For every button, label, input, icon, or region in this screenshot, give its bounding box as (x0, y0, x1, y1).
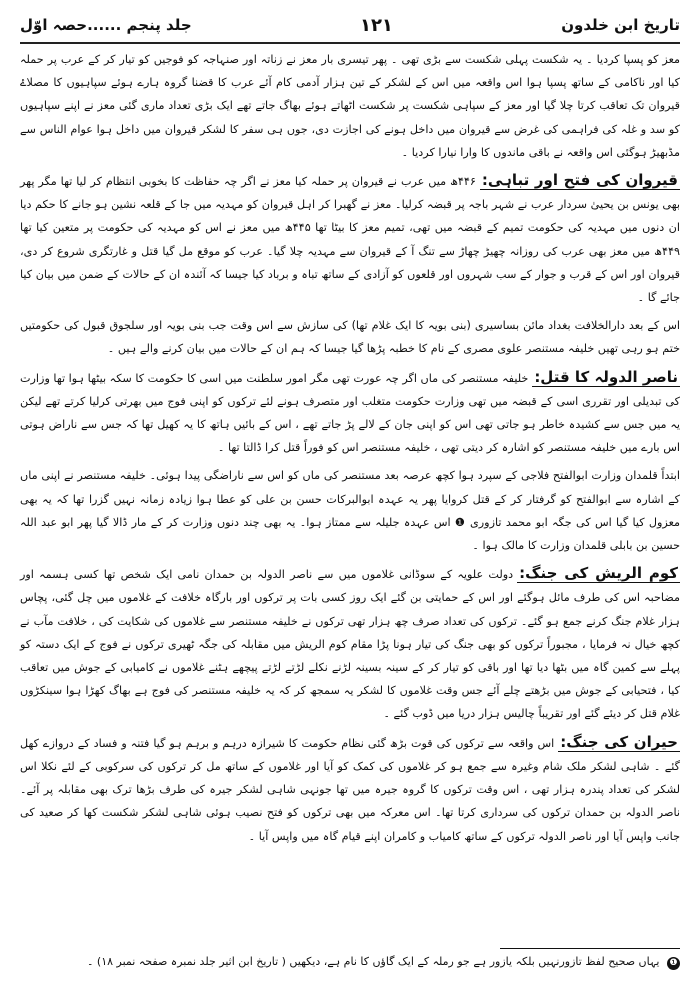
paragraph-text: معز کو پسپا کردیا ۔ یہ شکست پہلی شکست سے بڑی تھی ۔ پھر تیسری بار معز نے زناتہ اور صنہاجہ کو فوجیں کو تیار کر کے عرب پر حملہ کیا اور ناکامی کے ساتھ پسپا ہوا اس واقعہ میں اس کے لشکر کے تین ہزار آدمی کام آئے عرب کا قضنا گروہ ہارے ہوئے سپاہیوں کا مصلاۓ قیروان تک تعاقب کرتا چلا گیا اور معز کے سپاہی شکست پر شکست اٹھاتے ہوئے بھاگ جاتے تھے ایک بڑی تعداد ماری گئی معز نے اپنے سپاہیوں کو سد و غلہ کی فراہمی کی غرض سے قیروان میں داخل ہونے کی اجازت دی، جوں ہی سفر کا لشکر قیروان میں داخل ہوا عوام الناس سے مڈبھیڑ ہوگئی اس واقعہ نے باقی ماندوں کا وارا نیارا کردیا ۔ (20, 53, 680, 159)
footnote-divider (500, 948, 680, 949)
paragraph-text: ۴۴۶ھ میں عرب نے قیروان پر حملہ کیا معز نے اگر چہ حفاظت کا بخوبی انتظام کر لیا تھا مگر پھر بھی یونس بن یحییٰ سردار عرب نے شہر باجہ پر قبضہ کرلیا۔ معز نے گھبرا کر اہل قیروان کو مہدیہ میں جا کے قلعہ نشین ہو جانے کا حکم دیا ان دنوں میں مہدیہ کی حکومت تمیم کے قبضہ میں تھی، تمیم معز کا بیٹا تھا ۴۴۵ھ میں معز نے اس کو مہدیہ کی حکومت پر متعین کیا تھا ۴۴۹ھ میں معز بھی عرب کی روزانہ چھیڑ چھاڑ سے تنگ آ کے قیروان سے مہدیہ چلا گیا۔ عرب کو موقع مل گیا قتل و غارتگری شروع کر دی، قیروان اور اس کے قرب و جوار کے سب شہروں اور قلعوں کو آزادی کے ساتھ تباہ و برباد کیا جیسا کہ آئندہ ان کے حالات کے ضمن میں بیان کیا جائے گا ۔ (20, 175, 680, 305)
paragraph (20, 366, 680, 460)
paragraph (20, 562, 680, 725)
footnote (20, 955, 680, 970)
paragraph (20, 314, 680, 360)
paragraph-text: ابتداً قلمدان وزارت ابوالفتح فلاجی کے سپرد ہوا کچھ عرصہ بعد مستنصر کی ماں کو اس سے ناراضگی پیدا ہوئی۔ خلیفہ مستنصر نے اپنی ماں کے اشارہ سے ابوالفتح کو گرفتار کر کے قتل کروایا پھر یہ عہدہ ابوالبرکات حسن بن علی کو عطا ہوا زیادہ زمانہ نہیں گزرا تھا کہ یہ بھی معزول کیا گیا اس کی جگہ ابو محمد تازوری ❶ اس عہدہ جلیلہ سے ممتاز ہوا۔ یہ بھی چند دنوں وزارت کر کے مار ڈالا گیا پھر ابو عبد اللہ حسین بن بابلی قلمدان وزارت کا مالک ہوا ۔ (20, 469, 680, 553)
paragraph-text: خلیفہ مستنصر کی ماں اگر چہ عورت تھی مگر امور سلطنت میں اسی کا حکومت کا سکہ بیٹھا ہوا تھا وزارت کی تبدیلی اور تقرری اسی کے قبضہ میں تھی وزارت حکومت متغلب اور متصرف ہونے لئے ترکوں کو اپنی فوج میں بھرتی کرلیا کرتے تھے لیکن یہ میں جس سے کشیدہ خاطر ہو جاتی تھی اس کو اپنی جان کے لالے پڑ جاتے تھے ، اس کے بائیں ہاتھ کا یہ کھیل تھا کہ جس سے ناراض ہوتی اس بارے میں خلیفہ مستنصر کو اشارہ کر دیتی تھی ، خلیفہ مستنصر اس کو فوراً قتل کرا ڈالتا تھا ۔ (20, 371, 680, 455)
section-heading: کوم الریش کی جنگ: (519, 564, 678, 583)
paragraph-text: اس واقعہ سے ترکوں کی قوت بڑھ گئی نظام حکومت کا شیرازہ درہم و برہم ہو گیا فتنہ و فساد کے دروازے کھل گئے ۔ شاہی لشکر ملک شام وغیرہ سے جمع ہو کر غلاموں کی کمک کو آیا اور غلاموں کے ساتھ مل کر ترکوں کی سرکوبی کے لئے نکلا اس لشکر کی تعداد پندرہ ہزار تھی ، اس وقت ترکوں کا گروہ جیرہ میں تھا جونہی شاہی لشکر جیرہ کی طرف بڑھا ترک بھی مقابلہ پر آئے۔ ناصر الدولہ بن حمدان ترکوں کی سرداری کرتا تھا۔ اس معرکہ میں بھی ترکوں کو فتح نصیب ہوئی شاہی لشکر شکست کھا کر صعید کی جانب واپس آیا اور ناصر الدولہ ترکوں کے ساتھ کامیاب و کامران اپنے قیام گاہ میں واپس آیا ۔ (20, 736, 680, 843)
page-number: ۱۲۱ (359, 14, 393, 36)
paragraph-text: دولت علویہ کے سوڈانی غلاموں میں سے ناصر الدولہ بن حمدان نامی ایک شخص تھا کسی ہسمہ اور مضاحبہ اس کی طرف مائل ہوگئے اور اس کے حمایتی بن گئے ایک روز کسی بات پر ترکوں اور بارگاہ خلافت کے غلاموں میں چل گئی، پچاس ہزار غلام جنگ کرنے جمع ہو گئے۔ ترکوں کی تعداد صرف چھ ہزار تھی ترکوں نے خلیفہ مستنصر سے غلاموں کی شکایت کی ، خلافت مآب نے کچھ خیال نہ فرمایا ، مجبوراً ترکوں کو بھی جنگ کی تیار ہونا پڑا مقام کوم الریش میں مقابلہ کی جگہ ٹھیری ترکوں نے فوج کے ایک دستہ کو پہلے سے کمین گاہ میں بٹھا دیا تھا اور باقی کو تیار کر کے سینہ بسینہ لڑنے نکلے لڑتے لڑتے پیچھے ہٹنے غلاموں نے کامیابی کے جوش میں تعاقب کیا ، فتحیابی کے جوش میں بڑھتے چلے آئے جس وقت غلاموں کا لشکر یہ سمجھ کر کہ یہ خلیفہ مستنصر کی فوج ہے بھاگ کھڑا ہوا سینکڑوں غلام قتل کر دیئے گئے اور تقریباً چالیس ہزار دریا میں ڈوب گئے ۔ (20, 568, 680, 721)
paragraph (20, 464, 680, 557)
volume-label: جلد پنجم ......حصہ اوّل (20, 16, 192, 34)
footnote-marker: ❶ (667, 957, 680, 970)
paragraph-text: اس کے بعد دارالخلافت بغداد مائن بساسیری (بنی بویہ کا ایک غلام تھا) کی سازش سے اس وقت جب بنی بویہ اور سلجوق قبول کی حکومتیں ختم ہو رہی تھیں خلیفہ مستنصر علوی مصری کے نام کا خطبہ پڑھا گیا جیسا کہ ہم ان کے حالات میں بیان کرنے والے ہیں ۔ (20, 319, 680, 356)
body-text (20, 48, 680, 848)
paragraph (20, 731, 680, 848)
running-head (20, 8, 680, 44)
section-heading: حیران کی جنگ: (560, 732, 678, 751)
section-heading: قیروان کی فتح اور تباہی: (481, 171, 678, 190)
book-title: تاریخ ابن خلدون (561, 16, 680, 34)
section-heading: ناصر الدولہ کا قتل: (534, 367, 678, 386)
paragraph (20, 48, 680, 164)
paragraph (20, 169, 680, 309)
footnote-text: یہاں صحیح لفظ تازورنہیں بلکہ یازور ہے جو رملہ کے ایک گاؤں کا نام ہے، دیکھیں ( تاریخ ابن اثیر جلد نمبرہ صفحہ نمبر ۱۸) ۔ (86, 955, 660, 968)
